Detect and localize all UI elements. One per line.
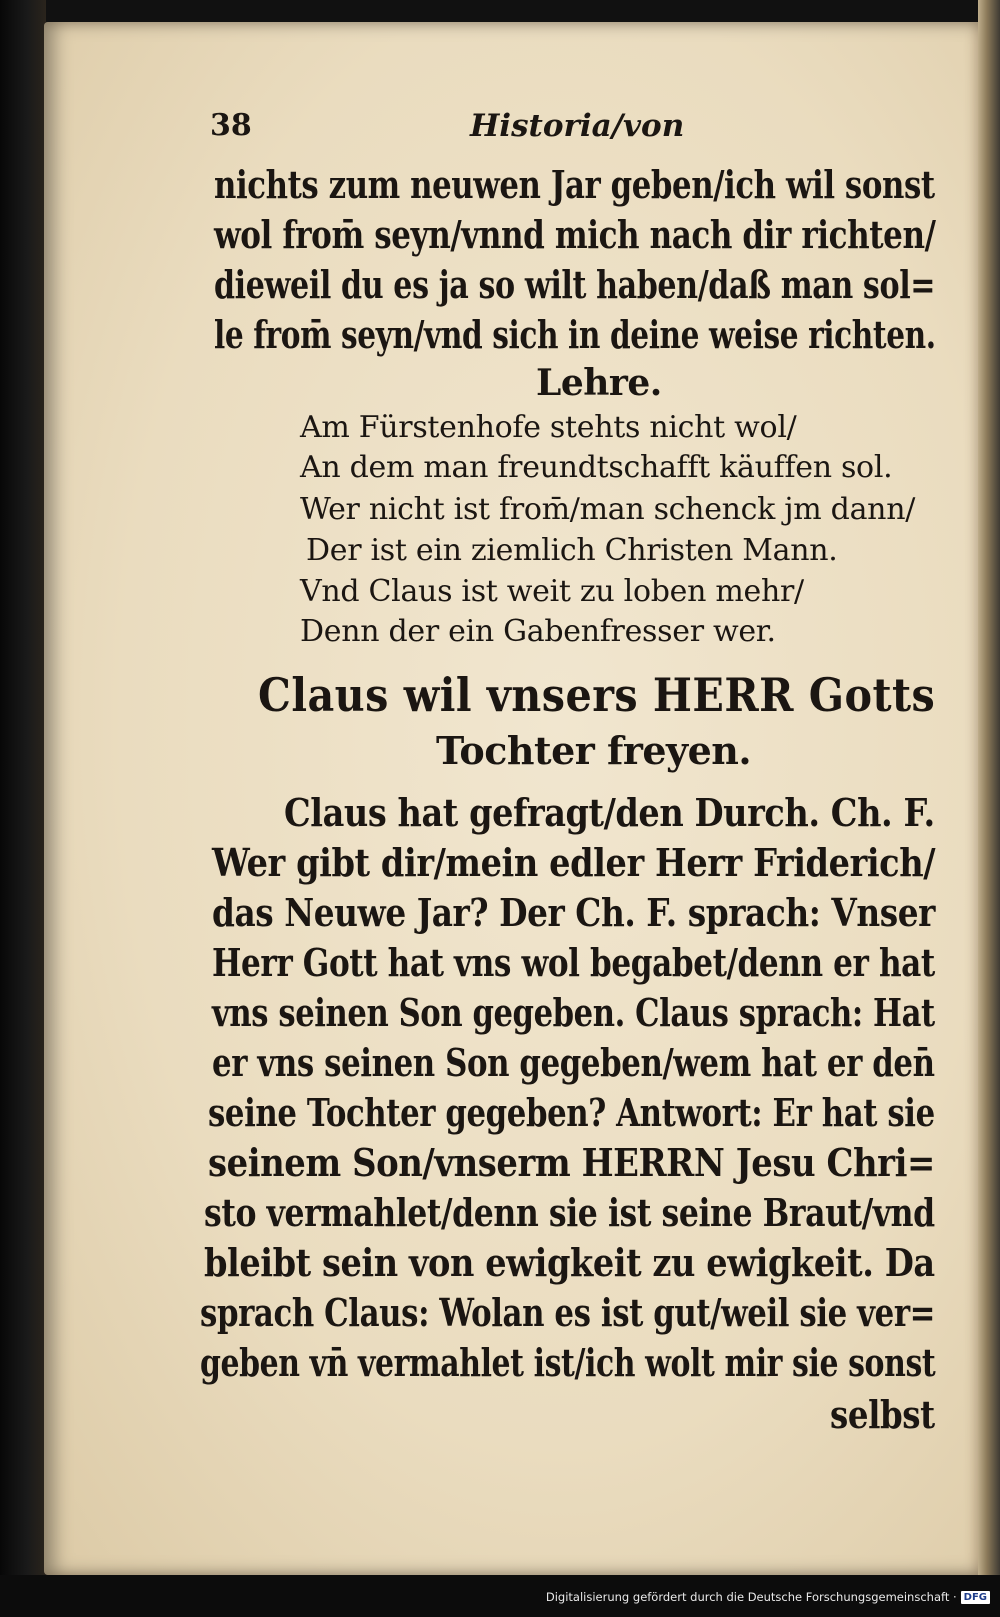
body-line: geben vn̄ vermahlet ist/ich wolt mir sie sonst bbox=[200, 1340, 936, 1385]
verse-line: Denn der ein Gabenfresser wer. bbox=[300, 614, 776, 649]
section-heading: Claus wil vnsers HERR Gotts bbox=[258, 668, 936, 722]
body-line: le from̄ seyn/vnd sich in deine weise richten. bbox=[214, 312, 936, 357]
page-edge bbox=[978, 0, 1000, 1575]
verse-line: Vnd Claus ist weit zu loben mehr/ bbox=[300, 574, 804, 609]
body-line: das Neuwe Jar? Der Ch. F. sprach: Vnser bbox=[212, 890, 936, 935]
catchword: selbst bbox=[830, 1392, 935, 1437]
verse-line: Der ist ein ziemlich Christen Mann. bbox=[306, 533, 838, 568]
body-line: er vns seinen Son gegeben/wem hat er den̄ bbox=[212, 1040, 935, 1085]
body-line: bleibt sein von ewigkeit zu ewigkeit. Da bbox=[204, 1240, 935, 1285]
book-gutter-shadow bbox=[0, 0, 46, 1575]
body-line: dieweil du es ja so wilt haben/daß man sol= bbox=[214, 262, 936, 307]
digitization-credit bbox=[546, 1590, 990, 1604]
verse-line: Wer nicht ist from̄/man schenck jm dann/ bbox=[300, 492, 916, 527]
verse-line: Am Fürstenhofe stehts nicht wol/ bbox=[300, 410, 797, 445]
body-line: wol from̄ seyn/vnnd mich nach dir richten/ bbox=[214, 212, 936, 257]
section-subheading: Tochter freyen. bbox=[436, 728, 752, 773]
footer-text: Digitalisierung gefördert durch die Deutsche Forschungsgemeinschaft · bbox=[545, 1590, 957, 1604]
dfg-logo-icon: DFG bbox=[961, 1591, 990, 1604]
verse-line: An dem man freundtschafft käuffen sol. bbox=[300, 450, 893, 485]
page-number: 38 bbox=[210, 108, 252, 143]
body-line: seinem Son/vnserm HERRN Jesu Chri= bbox=[208, 1140, 935, 1185]
lehre-title: Lehre. bbox=[536, 362, 662, 404]
body-line: seine Tochter gegeben? Antwort: Er hat sie bbox=[208, 1090, 935, 1135]
body-line: sto vermahlet/denn sie ist seine Braut/vnd bbox=[204, 1190, 935, 1235]
body-line: Herr Gott hat vns wol begabet/denn er hat bbox=[212, 940, 935, 985]
running-head: Historia/von bbox=[470, 108, 685, 144]
page-header bbox=[210, 108, 930, 154]
body-line: vns seinen Son gegeben. Claus sprach: Hat bbox=[212, 990, 935, 1035]
body-line: Wer gibt dir/mein edler Herr Friderich/ bbox=[212, 840, 936, 885]
body-line: Claus hat gefragt/den Durch. Ch. F. bbox=[284, 790, 935, 835]
body-line: nichts zum neuwen Jar geben/ich wil sonst bbox=[214, 162, 935, 207]
body-line: sprach Claus: Wolan es ist gut/weil sie ver= bbox=[200, 1290, 936, 1335]
